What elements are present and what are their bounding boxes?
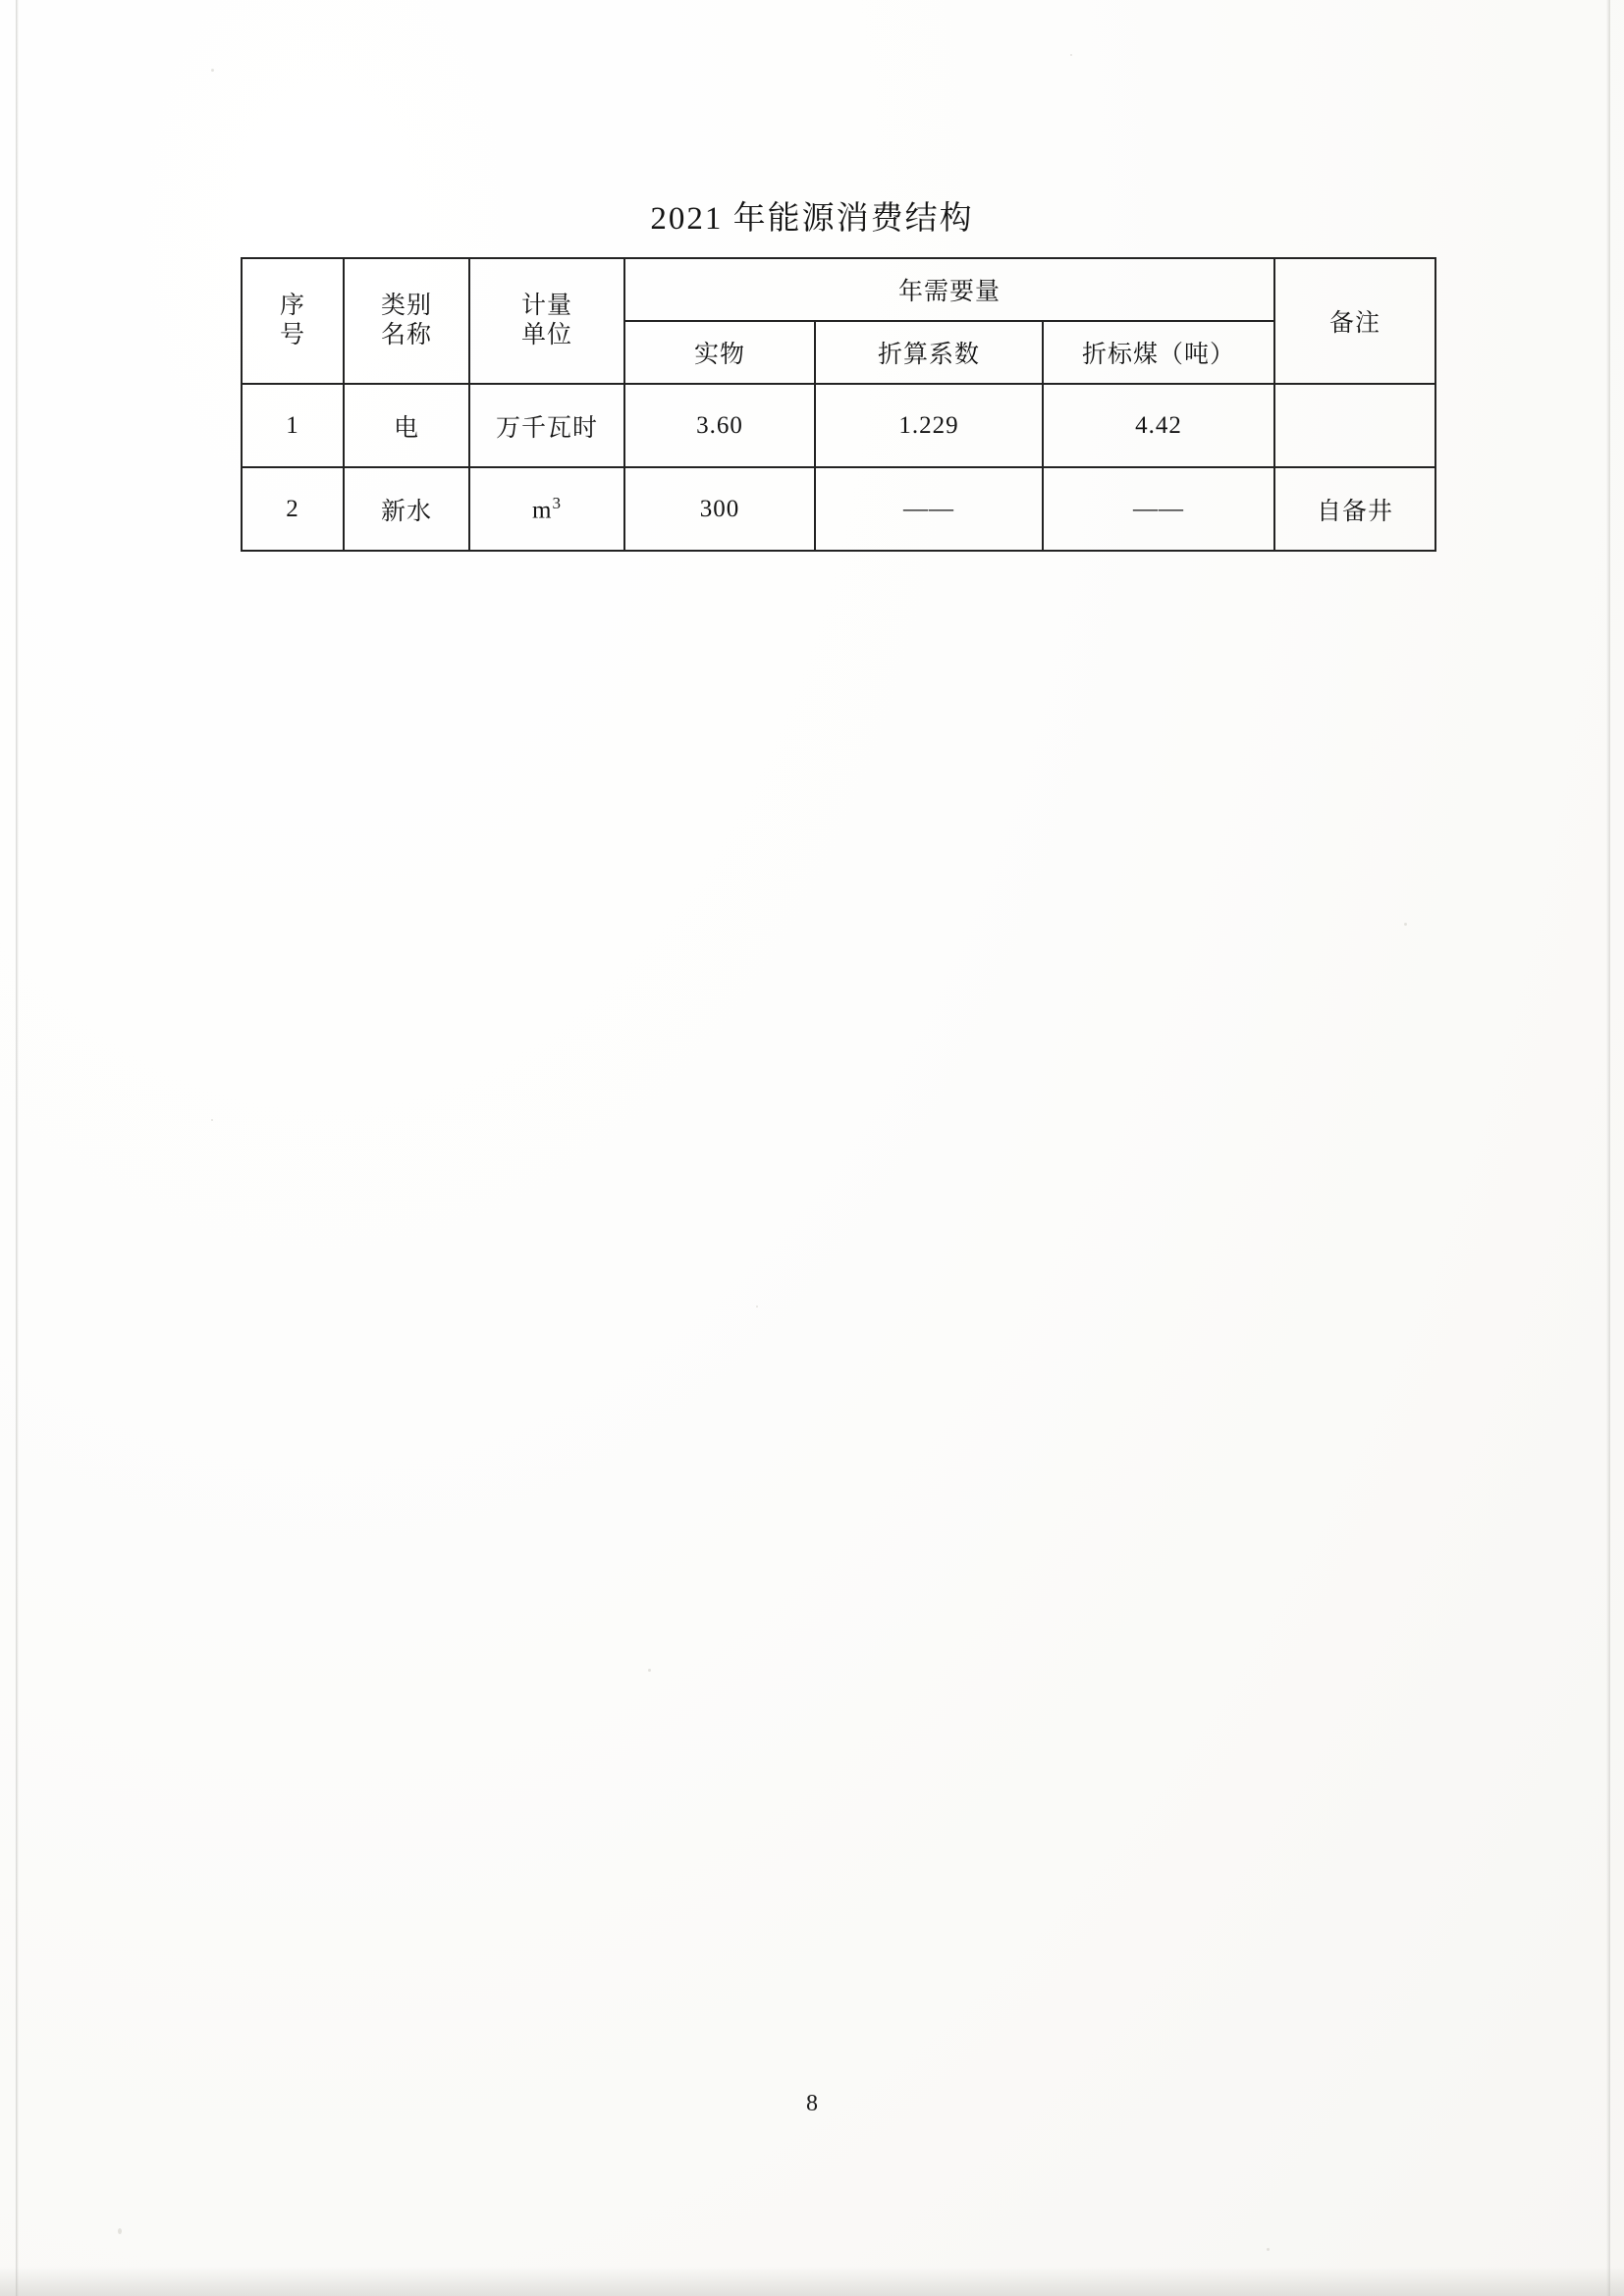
page-edge-right: [1606, 0, 1610, 2296]
header-cell-seq: [242, 258, 344, 384]
cell-unit: [469, 467, 624, 551]
cell-seq: 2: [242, 467, 344, 551]
header-cell-physical: 实物: [624, 321, 815, 384]
table-header-row-1: [242, 258, 1435, 321]
cell-physical: 3.60: [624, 384, 815, 467]
cell-coefficient: ——: [815, 467, 1043, 551]
page-edge-left: [16, 0, 19, 2296]
header-category-line1: 类别: [380, 292, 432, 319]
cell-remark: [1274, 384, 1435, 467]
scan-speckle: [1404, 923, 1407, 926]
header-seq-line2: 号: [279, 322, 305, 348]
page-number: 8: [806, 2091, 818, 2116]
scan-speckle: [756, 1306, 758, 1308]
page-title: 2021 年能源消费结构: [650, 201, 974, 237]
cell-category: 电: [344, 384, 469, 467]
cell-seq: 1: [242, 384, 344, 467]
cell-remark: 自备井: [1274, 467, 1435, 551]
header-cell-category: [344, 258, 469, 384]
header-cell-remark: 备注: [1274, 258, 1435, 384]
energy-consumption-table: [241, 257, 1436, 552]
table-row: [242, 384, 1435, 467]
scan-speckle: [118, 2228, 122, 2234]
scan-speckle: [211, 69, 214, 72]
cell-physical: 300: [624, 467, 815, 551]
scan-speckle: [211, 1119, 213, 1121]
scan-speckle: [1070, 54, 1072, 56]
scan-speckle: [1267, 2248, 1270, 2251]
scan-speckle: [648, 1669, 651, 1672]
cell-category: 新水: [344, 467, 469, 551]
cell-coefficient: 1.229: [815, 384, 1043, 467]
cell-unit-exponent: 3: [552, 493, 562, 512]
header-cell-unit: [469, 258, 624, 384]
header-cell-annual-demand: 年需要量: [624, 258, 1274, 321]
cell-unit: 万千瓦时: [469, 384, 624, 467]
header-cell-standard-coal: 折标煤（吨）: [1043, 321, 1274, 384]
cell-standard-coal: ——: [1043, 467, 1274, 551]
cell-standard-coal: 4.42: [1043, 384, 1274, 467]
header-cell-coefficient: 折算系数: [815, 321, 1043, 384]
table-row: [242, 467, 1435, 551]
header-seq-line1: 序: [279, 292, 305, 319]
header-category-line2: 名称: [380, 322, 432, 348]
header-unit-line2: 单位: [520, 322, 572, 348]
header-unit-line1: 计量: [520, 292, 572, 319]
page-edge-bottom: [0, 2267, 1624, 2296]
cell-unit-base: m: [532, 497, 553, 524]
